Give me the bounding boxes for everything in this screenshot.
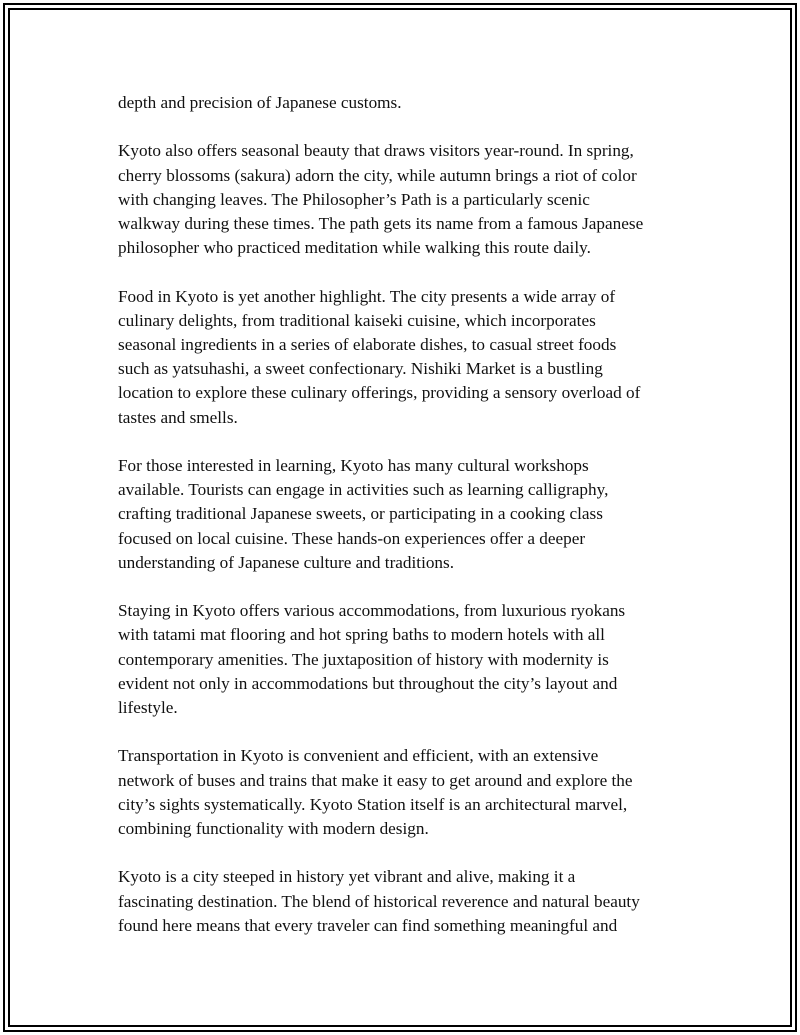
text-line: network of buses and trains that make it easy to get around and explore the (118, 770, 633, 790)
document-body (118, 91, 688, 962)
text-line: culinary delights, from traditional kaiseki cuisine, which incorporates (118, 310, 596, 330)
text-line: such as yatsuhashi, a sweet confectionary. Nishiki Market is a bustling (118, 359, 603, 379)
text-line: For those interested in learning, Kyoto has many cultural workshops (118, 456, 589, 475)
text-line: city’s sights systematically. Kyoto Station itself is an architectural marvel, (118, 794, 628, 814)
text-line: combining functionality with modern design. (118, 819, 429, 839)
text-line: crafting traditional Japanese sweets, or participating in a cooking class (118, 504, 603, 524)
text-line: tastes and smells. (118, 407, 238, 427)
text-line: philosopher who practiced meditation while walking this route daily. (118, 238, 591, 258)
text-line: Food in Kyoto is yet another highlight. The city presents a wide array of (118, 286, 616, 306)
text-line: focused on local cuisine. These hands-on experiences offer a deeper (118, 528, 586, 548)
text-line: available. Tourists can engage in activities such as learning calligraphy, (118, 480, 609, 500)
text-line: Transportation in Kyoto is convenient and efficient, with an extensive (118, 746, 599, 766)
text-line: fascinating destination. The blend of historical reverence and natural beauty (118, 891, 640, 911)
paragraph-customs-continuation (118, 91, 688, 115)
paragraph-seasonal-beauty (118, 139, 688, 260)
paragraph-transportation (118, 744, 688, 841)
paragraph-food (118, 285, 688, 430)
paragraph-conclusion (118, 865, 688, 938)
text-line: contemporary amenities. The juxtaposition of history with modernity is (118, 649, 609, 669)
text-line: with changing leaves. The Philosopher’s Path is a particularly scenic (118, 189, 590, 209)
text-line: Kyoto is a city steeped in history yet vibrant and alive, making it a (118, 867, 576, 887)
text-line: depth and precision of Japanese customs. (118, 93, 402, 112)
text-line: location to explore these culinary offerings, providing a sensory overload of (118, 383, 641, 403)
text-line: found here means that every traveler can find something meaningful and (118, 915, 618, 935)
text-line: understanding of Japanese culture and traditions. (118, 552, 455, 572)
text-line: Staying in Kyoto offers various accommodations, from luxurious ryokans (118, 601, 626, 621)
text-line: Kyoto also offers seasonal beauty that draws visitors year-round. In spring, (118, 141, 634, 161)
paragraph-accommodations (118, 599, 688, 720)
text-line: walkway during these times. The path gets its name from a famous Japanese (118, 214, 644, 233)
text-line: with tatami mat flooring and hot spring baths to modern hotels with all (118, 625, 605, 645)
paragraph-workshops (118, 454, 688, 575)
text-line: cherry blossoms (sakura) adorn the city, while autumn brings a riot of color (118, 165, 637, 185)
text-line: seasonal ingredients in a series of elaborate dishes, to casual street foods (118, 335, 617, 354)
text-line: evident not only in accommodations but throughout the city’s layout and (118, 673, 618, 693)
text-line: lifestyle. (118, 698, 178, 718)
